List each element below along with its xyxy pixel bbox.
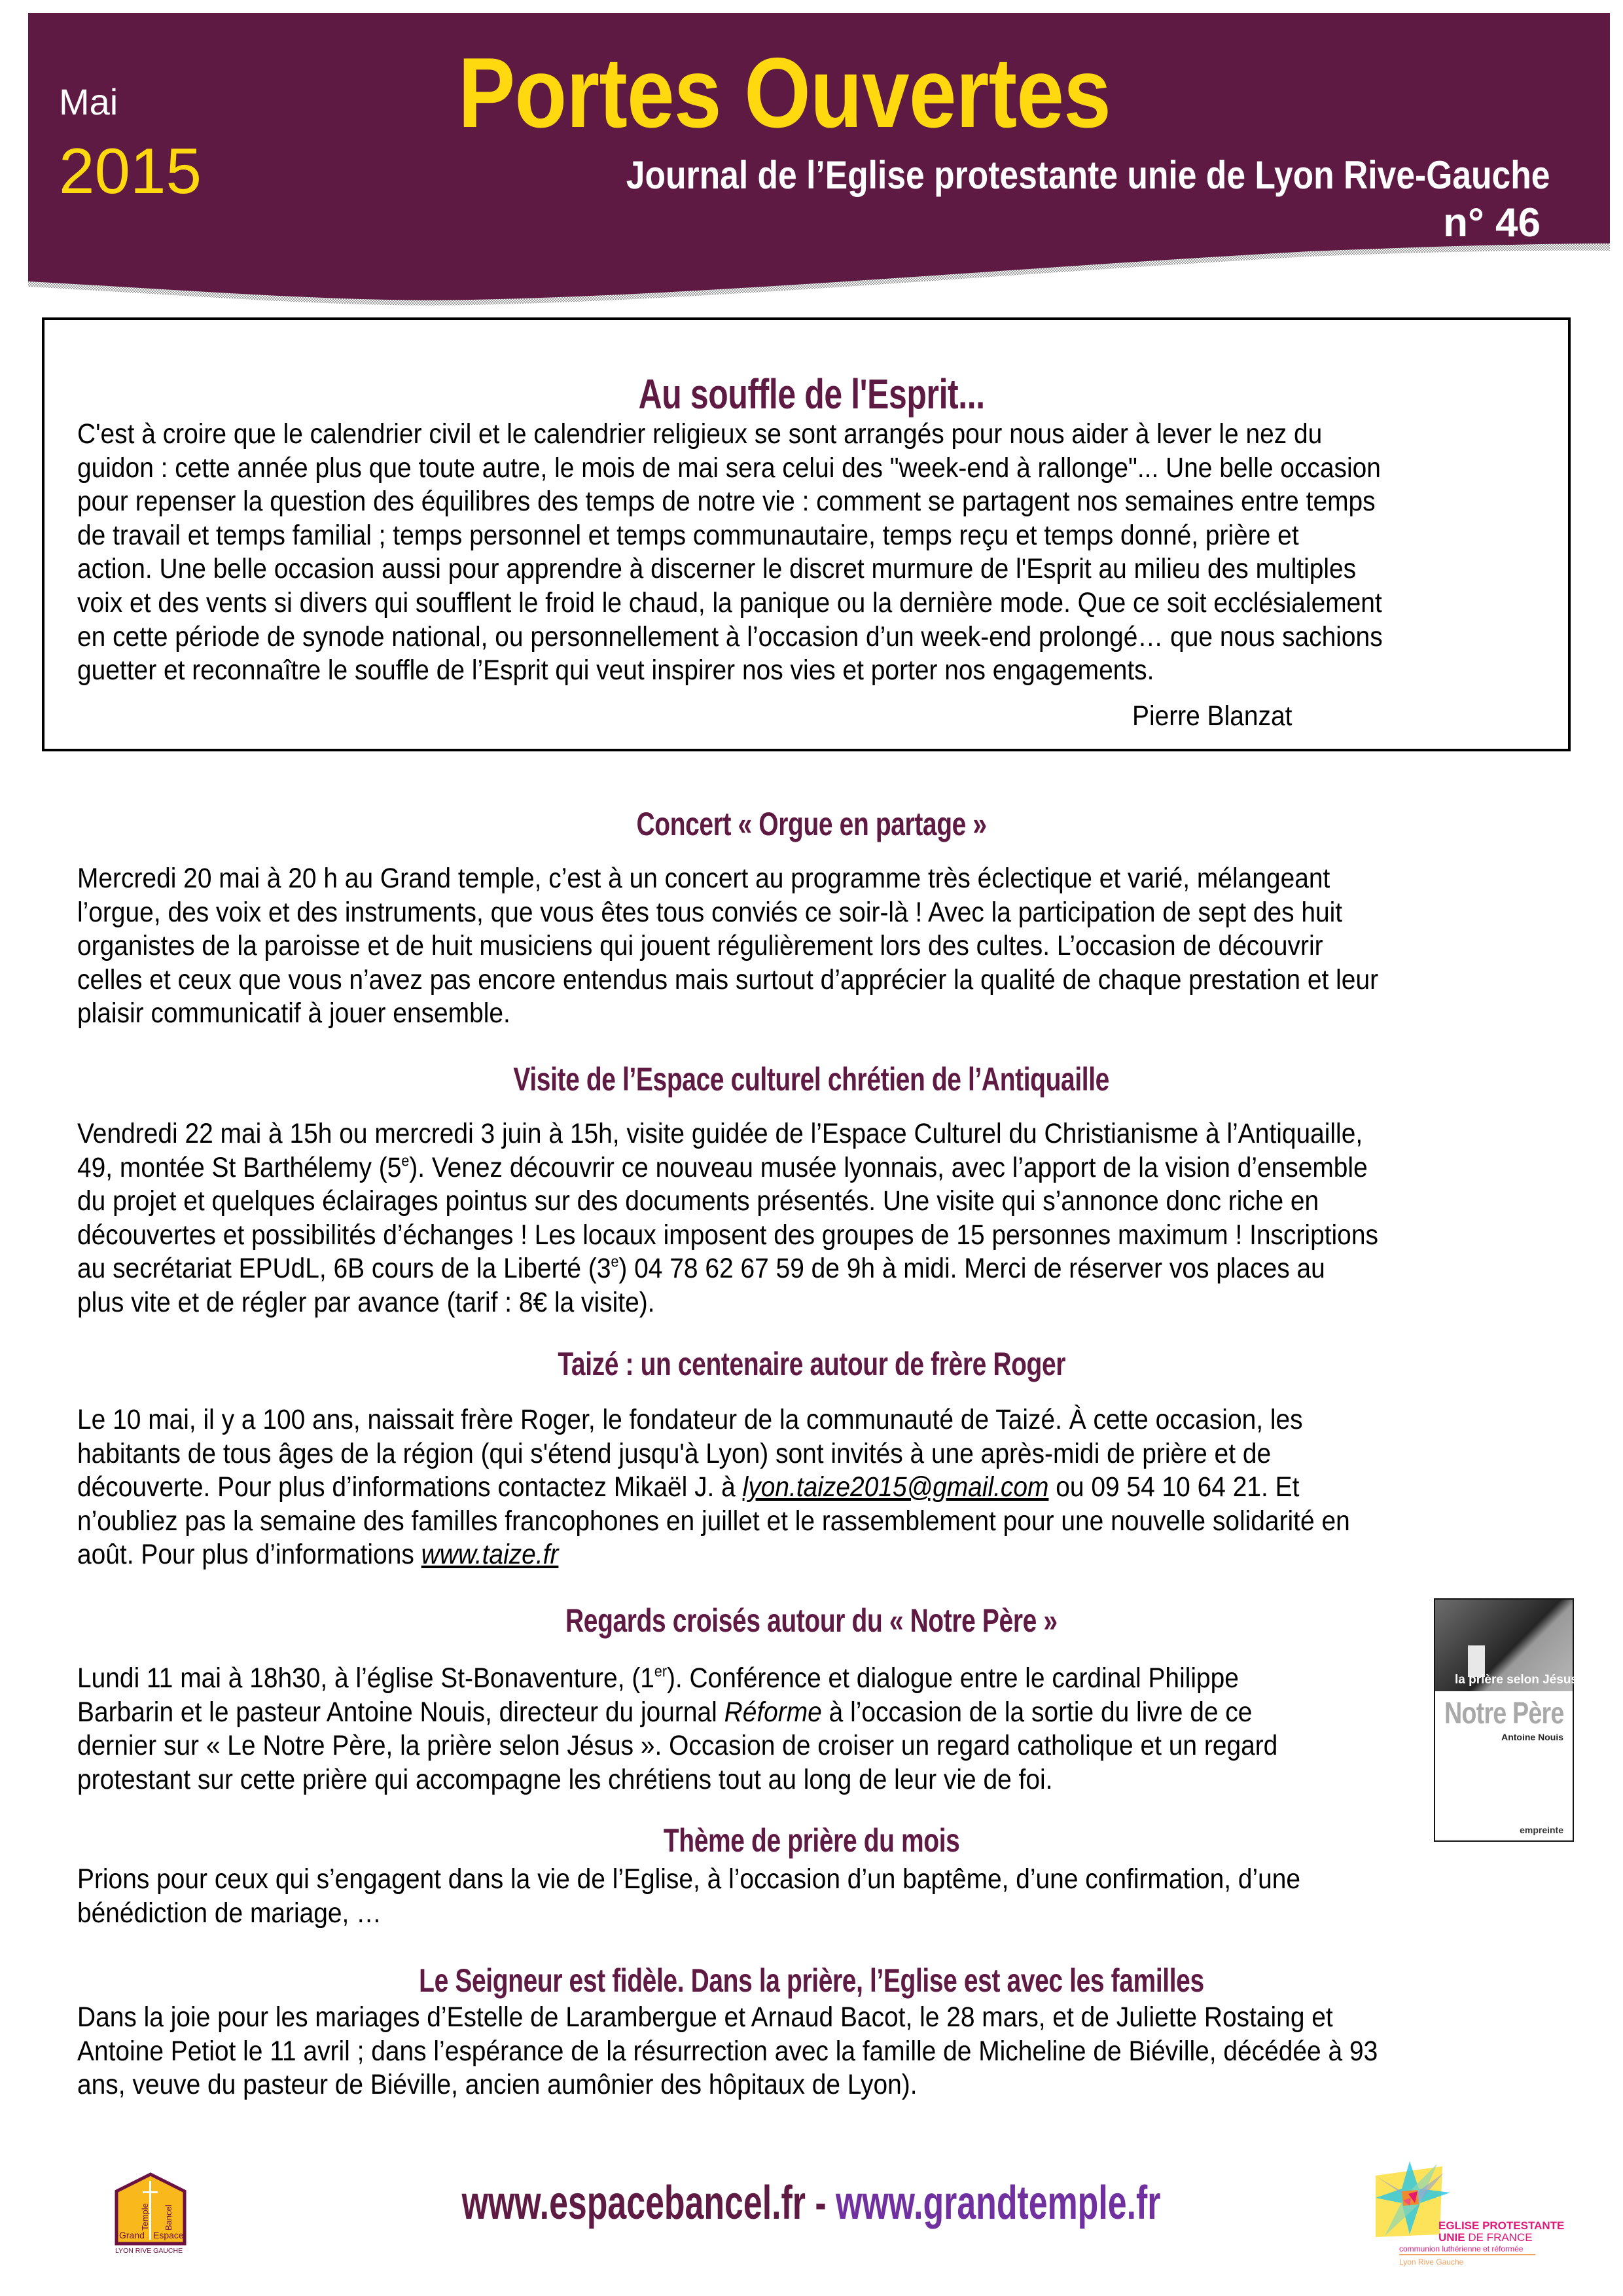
logo-line2-bold: UNIE <box>1438 2231 1465 2244</box>
text-line: en cette période de synode national, ou personnellement à l’occasion d’un week-end prolongé… que nous sachions <box>77 620 1383 653</box>
text-line: du projet et quelques éclairages pointus sur des documents présentés. Une visite qui s’annonce donc riche en <box>77 1185 1319 1217</box>
logo-word-grand: Grand <box>119 2230 145 2240</box>
text-line <box>77 1473 1299 1501</box>
section-heading-text: Concert « Orgue en partage » <box>636 806 987 842</box>
text-line: organistes de la paroisse et de huit musiciens qui jouent régulièrement lors des cultes. L’occasion de découvrir <box>77 930 1323 962</box>
text-line <box>77 1541 558 1569</box>
text-line: plaisir communicatif à jouer ensemble. <box>77 997 510 1030</box>
footer-separator: - <box>806 2177 836 2229</box>
inline-link[interactable]: lyon.taize2015@gmail.com <box>742 1471 1049 1503</box>
journal-subtitle: Journal de l’Eglise protestante unie de Lyon Rive-Gauche <box>626 153 1550 197</box>
section-heading <box>0 808 1623 840</box>
section-heading <box>0 1824 1623 1857</box>
text-line: pour repenser la question des équilibres des temps de notre vie : comment se partagent nos semaines entre temps <box>77 486 1376 518</box>
text-line: ans, veuve du pasteur de Biéville, ancien aumônier des hôpitaux de Lyon). <box>77 2069 918 2101</box>
text-line: guidon : cette année plus que toute autre, le mois de mai sera celui des "week-end à rallonge"... Une belle occasion <box>77 452 1381 484</box>
text-line <box>77 1698 1252 1727</box>
text-line: action. Une belle occasion aussi pour apprendre à discerner le discret murmure de l'Esprit au milieu des multiples <box>77 553 1357 585</box>
logo-line3: communion luthérienne et réformée <box>1399 2244 1524 2253</box>
text-line: découvertes et possibilités d’échanges ! Les locaux imposent des groupes de 15 personnes maximum ! Inscriptions <box>77 1219 1378 1251</box>
grand-temple-espace-bancel-logo <box>114 2172 191 2255</box>
text-run: ). Venez découvrir ce nouveau musée lyonnais, avec l’apport de la vision d’ensemble <box>409 1151 1368 1183</box>
section-heading <box>0 1063 1623 1096</box>
book-cover-image <box>1434 1598 1578 1842</box>
book-subtitle: la prière selon Jésus <box>1455 1673 1578 1687</box>
logo-line4: Lyon Rive Gauche <box>1399 2257 1464 2267</box>
editorial-title-text: Au souffle de l'Esprit... <box>638 370 985 418</box>
section-heading <box>0 1348 1623 1380</box>
text-run: ). Conférence et dialogue entre le cardinal Philippe <box>666 1662 1239 1694</box>
text-line: celles et ceux que vous n’avez pas encore entendus mais surtout d’apprécier la qualité de chaque prestation et leur <box>77 963 1379 996</box>
text-run: 49, montée St Barthélemy (5 <box>77 1151 402 1183</box>
section-heading-text: Visite de l’Espace culturel chrétien de l’Antiquaille <box>513 1061 1110 1098</box>
text-line <box>77 1664 1239 1693</box>
text-line: Antoine Petiot le 11 avril ; dans l’espérance de la résurrection avec la famille de Micheline de Biéville, décédée à 93 <box>77 2035 1378 2067</box>
section-heading-text: Taizé : un centenaire autour de frère Roger <box>558 1346 1065 1382</box>
book-author: Antoine Nouis <box>1501 1732 1563 1742</box>
issue-number: n° 46 <box>1443 200 1541 245</box>
italic-text: Réforme <box>724 1696 822 1728</box>
text-line: Mercredi 20 mai à 20 h au Grand temple, c’est à un concert au programme très éclectique et varié, mélangeant <box>77 863 1330 894</box>
logo-line1: EGLISE PROTESTANTE <box>1438 2219 1565 2232</box>
logo-caption: LYON RIVE GAUCHE <box>115 2247 183 2255</box>
superscript: er <box>654 1663 667 1681</box>
epudf-logo <box>1372 2157 1565 2270</box>
issue-year: 2015 <box>59 135 202 207</box>
text-run: août. Pour plus d’informations <box>77 1539 421 1571</box>
text-run: Lundi 11 mai à 18h30, à l’église St-Bonaventure, (1 <box>77 1662 654 1694</box>
inline-link[interactable]: www.taize.fr <box>421 1539 559 1571</box>
text-line: dernier sur « Le Notre Père, la prière selon Jésus ». Occasion de croiser un regard catholique et un regard <box>77 1730 1278 1762</box>
text-line: protestant sur cette prière qui accompagne les chrétiens tout au long de leur vie de foi. <box>77 1763 1053 1795</box>
book-title: Notre Père <box>1444 1696 1564 1730</box>
text-line: l’orgue, des voix et des instruments, que vous êtes tous conviés ce soir-là ! Avec la participation de sept des huit <box>77 896 1343 928</box>
text-line: habitants de tous âges de la région (qui s'étend jusqu'à Lyon) sont invités à une après-midi de prière et de <box>77 1437 1272 1469</box>
text-run: Barbarin et le pasteur Antoine Nouis, directeur du journal <box>77 1696 724 1728</box>
logo-line2-rest: DE FRANCE <box>1465 2231 1533 2244</box>
logo-word-temple: Temple <box>140 2203 150 2231</box>
text-line: bénédiction de mariage, … <box>77 1897 382 1929</box>
text-run: découverte. Pour plus d’informations contactez Mikaël J. à <box>77 1471 743 1503</box>
text-line: n’oubliez pas la semaine des familles francophones en juillet et le rassemblement pour une nouvelle solidarité en <box>77 1505 1350 1537</box>
text-line: guetter et reconnaître le souffle de l’Esprit qui veut inspirer nos vies et porter nos engagements. <box>77 655 1154 687</box>
book-cover-door <box>1468 1645 1485 1677</box>
editorial-title <box>0 370 1623 418</box>
text-line: de travail et temps familial ; temps personnel et temps communautaire, temps reçu et temps donné, prière et <box>77 519 1299 551</box>
text-line: voix et des vents si divers qui soufflent le froid le chaud, la panique ou la dernière mode. Que ce soit ecclésialement <box>77 587 1382 619</box>
text-run: ou 09 54 10 64 21. Et <box>1048 1471 1300 1503</box>
text-run: au secrétariat EPUdL, 6B cours de la Liberté (3 <box>77 1253 611 1285</box>
link-espacebancel[interactable]: www.espacebancel.fr <box>462 2177 806 2229</box>
section-heading-text: Regards croisés autour du « Notre Père » <box>565 1602 1058 1639</box>
link-grandtemple[interactable]: www.grandtemple.fr <box>836 2177 1161 2229</box>
text-line: Dans la joie pour les mariages d’Estelle de Larambergue et Arnaud Bacot, le 28 mars, et de Juliette Rostaing et <box>77 2001 1333 2033</box>
superscript: e <box>401 1153 410 1170</box>
cross-horizontal <box>143 2191 158 2193</box>
text-run: ) 04 78 62 67 59 de 9h à midi. Merci de réserver vos places au <box>618 1253 1325 1285</box>
section-heading-text: Thème de prière du mois <box>663 1822 960 1859</box>
journal-title: Portes Ouvertes <box>458 37 1111 149</box>
text-line: Vendredi 22 mai à 15h ou mercredi 3 juin à 15h, visite guidée de l’Espace Culturel du Christianisme à l’Antiquaille, <box>77 1118 1363 1149</box>
section-heading <box>0 1964 1623 1997</box>
text-line: C'est à croire que le calendrier civil et le calendrier religieux se sont arrangés pour nous aider à lever le nez du <box>77 418 1323 450</box>
text-line <box>77 1255 1325 1283</box>
logo-line2 <box>1438 2231 1533 2244</box>
text-line <box>77 1151 1368 1183</box>
section-heading-text: Le Seigneur est fidèle. Dans la prière, l’Eglise est avec les familles <box>419 1962 1204 1999</box>
text-line: plus vite et de régler par avance (tarif : 8€ la visite). <box>77 1287 655 1318</box>
logo-word-bancel: Bancel <box>164 2204 173 2231</box>
section-heading <box>0 1604 1623 1637</box>
logo-word-espace: Espace <box>153 2230 184 2240</box>
text-line: Le 10 mai, il y a 100 ans, naissait frère Roger, le fondateur de la communauté de Taizé. À cette occasion, les <box>77 1404 1303 1435</box>
text-line: Prions pour ceux qui s’engagent dans la vie de l’Eglise, à l’occasion d’un baptême, d’une confirmation, d’une <box>77 1863 1301 1895</box>
text-run: à l’occasion de la sortie du livre de ce <box>821 1696 1253 1728</box>
editorial-author: Pierre Blanzat <box>1132 700 1293 732</box>
book-publisher: empreinte <box>1520 1825 1563 1835</box>
superscript: e <box>611 1253 619 1271</box>
logo-rule <box>1399 2254 1535 2255</box>
issue-month: Mai <box>59 81 118 122</box>
